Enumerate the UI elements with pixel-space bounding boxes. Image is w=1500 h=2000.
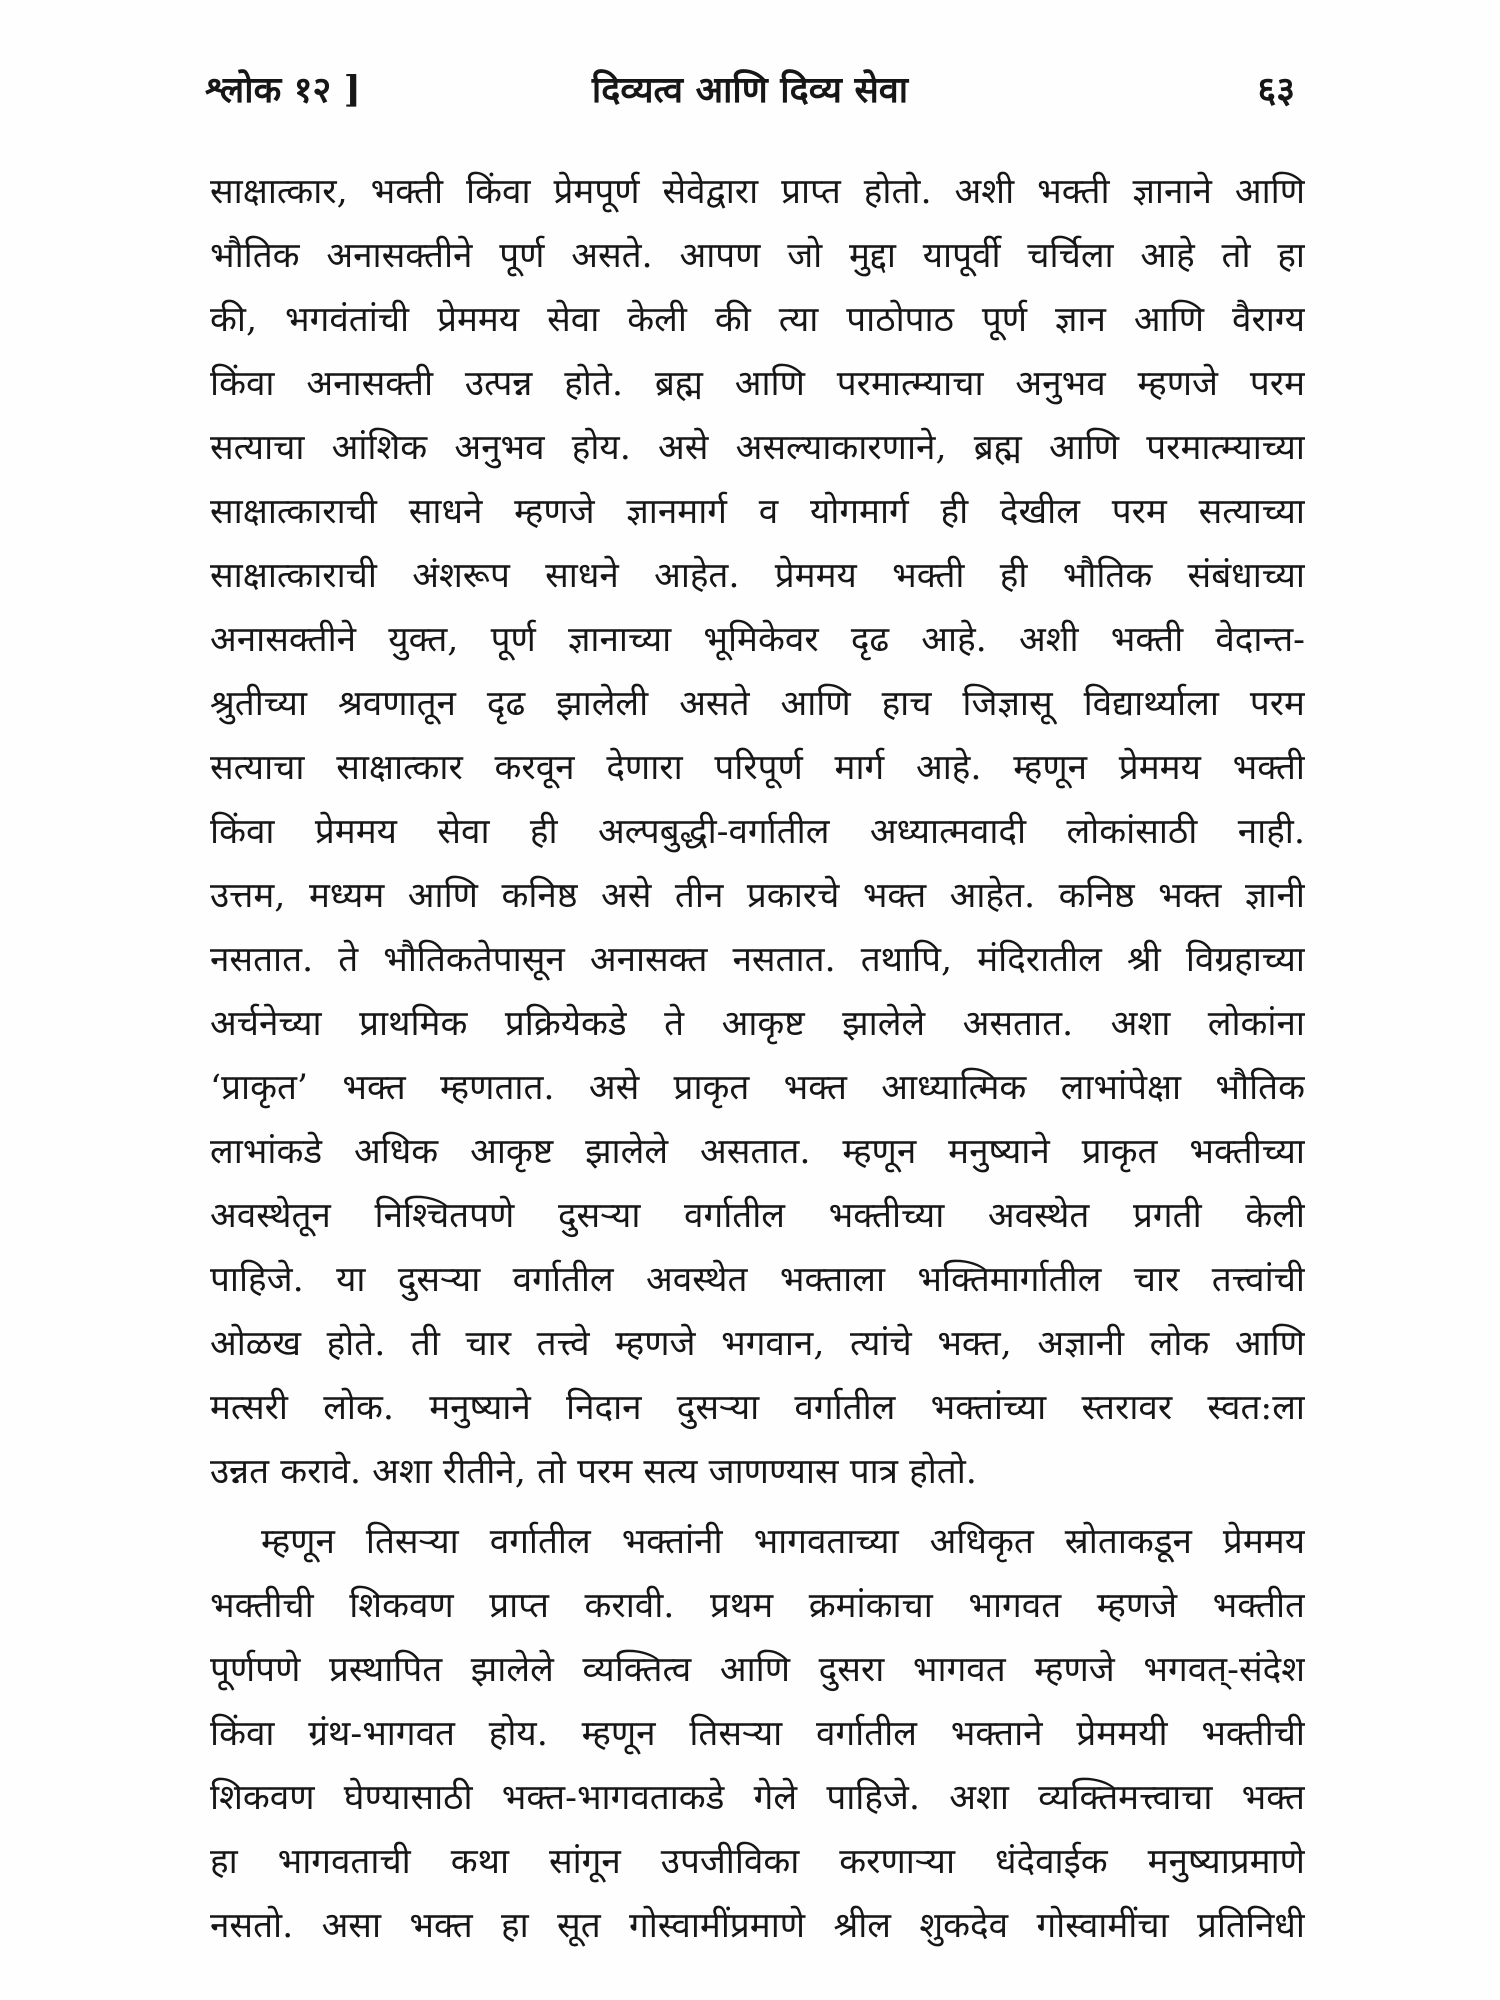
paragraph	[210, 160, 1305, 1504]
text-line: अनासक्तीने युक्त, पूर्ण ज्ञानाच्या भूमिकेवर दृढ आहे. अशी भक्ती वेदान्त-	[210, 620, 1305, 660]
text-line: ओळख होते. ती चार तत्त्वे म्हणजे भगवान, त्यांचे भक्त, अज्ञानी लोक आणि	[210, 1324, 1305, 1364]
text-line: किंवा प्रेममय सेवा ही अल्पबुद्धी-वर्गातील अध्यात्मवादी लोकांसाठी नाही.	[210, 812, 1305, 852]
text-line: साक्षात्कार, भक्ती किंवा प्रेमपूर्ण सेवेद्वारा प्राप्त होतो. अशी भक्ती ज्ञानाने आणि	[210, 172, 1305, 212]
text-line: नसतात. ते भौतिकतेपासून अनासक्त नसतात. तथापि, मंदिरातील श्री विग्रहाच्या	[210, 940, 1305, 980]
text-line: हा भागवताची कथा सांगून उपजीविका करणाऱ्या धंदेवाईक मनुष्याप्रमाणे	[210, 1842, 1305, 1882]
text-line: श्रुतीच्या श्रवणातून दृढ झालेली असते आणि हाच जिज्ञासू विद्यार्थ्याला परम	[210, 684, 1305, 724]
text-line: नसतो. असा भक्त हा सूत गोस्वामींप्रमाणे श्रील शुकदेव गोस्वामींचा प्रतिनिधी	[210, 1906, 1305, 1946]
text-line: लाभांकडे अधिक आकृष्ट झालेले असतात. म्हणून मनुष्याने प्राकृत भक्तीच्या	[210, 1132, 1305, 1172]
text-line: पूर्णपणे प्रस्थापित झालेले व्यक्तित्व आणि दुसरा भागवत म्हणजे भगवत्-संदेश	[210, 1650, 1305, 1690]
text-line: की, भगवंतांची प्रेममय सेवा केली की त्या पाठोपाठ पूर्ण ज्ञान आणि वैराग्य	[210, 300, 1305, 340]
text-line: साक्षात्काराची साधने म्हणजे ज्ञानमार्ग व योगमार्ग ही देखील परम सत्याच्या	[210, 492, 1305, 532]
running-head-title: दिव्यत्व आणि दिव्य सेवा	[591, 69, 909, 111]
text-line: भौतिक अनासक्तीने पूर्ण असते. आपण जो मुद्दा यापूर्वी चर्चिला आहे तो हा	[210, 236, 1305, 276]
running-head-verse: श्लोक १२ ]	[205, 69, 361, 111]
text-line: सत्याचा आंशिक अनुभव होय. असे असल्याकारणाने, ब्रह्म आणि परमात्म्याच्या	[210, 428, 1305, 468]
text-line: मत्सरी लोक. मनुष्याने निदान दुसऱ्या वर्गातील भक्तांच्या स्तरावर स्वत:ला	[210, 1388, 1305, 1428]
text-line: उन्नत करावे. अशा रीतीने, तो परम सत्य जाणण्यास पात्र होतो.	[210, 1452, 977, 1492]
text-line: भक्तीची शिकवण प्राप्त करावी. प्रथम क्रमांकाचा भागवत म्हणजे भक्तीत	[210, 1586, 1305, 1626]
text-line: सत्याचा साक्षात्कार करवून देणारा परिपूर्ण मार्ग आहे. म्हणून प्रेममय भक्ती	[210, 748, 1305, 788]
text-line: साक्षात्काराची अंशरूप साधने आहेत. प्रेममय भक्ती ही भौतिक संबंधाच्या	[210, 556, 1305, 596]
text-line: पाहिजे. या दुसऱ्या वर्गातील अवस्थेत भक्ताला भक्तिमार्गातील चार तत्त्वांची	[210, 1260, 1305, 1300]
body-text	[210, 160, 1305, 1958]
text-line: अवस्थेतून निश्चितपणे दुसऱ्या वर्गातील भक्तीच्या अवस्थेत प्रगती केली	[210, 1196, 1305, 1236]
text-line: शिकवण घेण्यासाठी भक्त-भागवताकडे गेले पाहिजे. अशा व्यक्तिमत्त्वाचा भक्त	[210, 1778, 1305, 1818]
text-line: उत्तम, मध्यम आणि कनिष्ठ असे तीन प्रकारचे भक्त आहेत. कनिष्ठ भक्त ज्ञानी	[210, 876, 1305, 916]
text-line: किंवा अनासक्ती उत्पन्न होते. ब्रह्म आणि परमात्म्याचा अनुभव म्हणजे परम	[210, 364, 1305, 404]
text-line: म्हणून तिसऱ्या वर्गातील भक्तांनी भागवताच्या अधिकृत स्रोताकडून प्रेममय	[261, 1522, 1305, 1562]
text-line: किंवा ग्रंथ-भागवत होय. म्हणून तिसऱ्या वर्गातील भक्ताने प्रेममयी भक्तीची	[210, 1714, 1305, 1754]
page-number: ६३	[1257, 69, 1295, 111]
paragraph	[210, 1510, 1305, 1958]
running-head	[205, 64, 1295, 116]
text-line: ‘प्राकृत’ भक्त म्हणतात. असे प्राकृत भक्त आध्यात्मिक लाभांपेक्षा भौतिक	[210, 1068, 1305, 1108]
text-line: अर्चनेच्या प्राथमिक प्रक्रियेकडे ते आकृष्ट झालेले असतात. अशा लोकांना	[210, 1004, 1305, 1044]
